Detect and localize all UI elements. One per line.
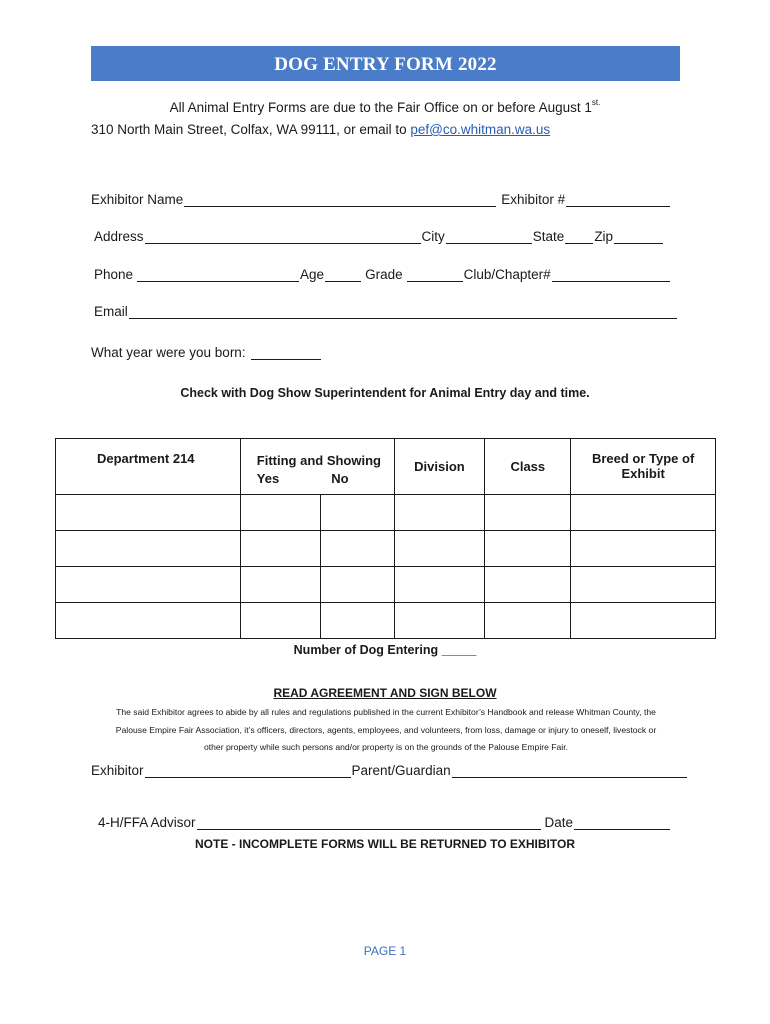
address-row <box>94 229 664 244</box>
division-cell[interactable] <box>394 495 485 531</box>
agreement-line: other property while such persons and/or property is on the grounds of the Palouse Empire Fair. <box>203 742 568 752</box>
date-field[interactable] <box>574 817 670 830</box>
grade-field[interactable] <box>407 269 463 282</box>
breed-cell[interactable] <box>571 567 716 603</box>
exhibitor-name-label: Exhibitor Name <box>91 192 184 207</box>
class-header: Class <box>485 439 571 495</box>
club-field[interactable] <box>552 269 670 282</box>
page-number: PAGE 1 <box>363 944 407 958</box>
agreement-line: Palouse Empire Fair Association, it’s officers, directors, agents, employees, and volunteers, from loss, damage or injury to oneself, livestock or <box>115 724 657 735</box>
entry-time-notice: Check with Dog Show Superintendent for Animal Entry day and time. <box>180 386 590 400</box>
age-label: Age <box>300 267 325 282</box>
email-field[interactable] <box>129 306 677 319</box>
state-label: State <box>532 229 565 244</box>
birth-year-label: What year were you born: <box>91 345 246 360</box>
dog-count-label: Number of Dog Entering _____ <box>293 643 477 657</box>
table-row <box>56 567 716 603</box>
breed-cell[interactable] <box>571 603 716 639</box>
office-address <box>91 122 550 137</box>
exhibitor-signature-label: Exhibitor <box>91 763 144 778</box>
email-link[interactable]: pef@co.whitman.wa.us <box>410 122 551 137</box>
department-cell[interactable] <box>56 603 241 639</box>
date-label: Date <box>544 815 574 830</box>
email-label: Email <box>94 304 128 319</box>
exhibitor-number-field[interactable] <box>566 194 670 207</box>
phone-field[interactable] <box>137 269 299 282</box>
due-date-text: All Animal Entry Forms are due to the Fair Office on or before August 1 <box>169 100 592 115</box>
no-cell[interactable] <box>320 567 394 603</box>
yes-label: Yes <box>256 471 280 486</box>
breed-header-line1: Breed or Type of <box>591 451 695 466</box>
department-header: Department 214 <box>56 439 241 495</box>
city-label: City <box>421 229 445 244</box>
division-cell[interactable] <box>394 603 485 639</box>
fitting-showing-header <box>240 439 394 495</box>
division-cell[interactable] <box>394 531 485 567</box>
parent-signature-field[interactable] <box>452 765 687 778</box>
birth-year-row <box>91 345 322 360</box>
advisor-row <box>98 815 671 830</box>
advisor-signature-label: 4-H/FFA Advisor <box>98 815 196 830</box>
yes-cell[interactable] <box>240 603 320 639</box>
exhibitor-signature-field[interactable] <box>145 765 351 778</box>
state-field[interactable] <box>565 231 593 244</box>
agreement-text <box>90 704 682 757</box>
breed-header-line2: Exhibit <box>621 466 665 481</box>
address-label: Address <box>94 229 144 244</box>
yes-cell[interactable] <box>240 495 320 531</box>
phone-label: Phone <box>94 267 134 282</box>
fitting-showing-label: Fitting and Showing <box>256 453 381 468</box>
form-title: DOG ENTRY FORM 2022 <box>91 46 680 81</box>
department-cell[interactable] <box>56 567 241 603</box>
zip-label: Zip <box>594 229 614 244</box>
department-cell[interactable] <box>56 531 241 567</box>
table-header-row <box>56 439 716 495</box>
phone-row <box>94 267 671 282</box>
birth-year-field[interactable] <box>251 347 321 360</box>
address-field[interactable] <box>145 231 421 244</box>
table-row <box>56 603 716 639</box>
signature-row <box>91 763 688 778</box>
club-label: Club/Chapter# <box>463 267 551 282</box>
table-row <box>56 531 716 567</box>
due-date-notice <box>0 100 770 115</box>
division-header: Division <box>394 439 485 495</box>
no-cell[interactable] <box>320 495 394 531</box>
yes-cell[interactable] <box>240 531 320 567</box>
exhibitor-name-field[interactable] <box>184 194 496 207</box>
entry-table <box>55 438 716 639</box>
city-field[interactable] <box>446 231 532 244</box>
exhibitor-name-row <box>91 192 671 207</box>
exhibitor-number-label: Exhibitor # <box>501 192 566 207</box>
class-cell[interactable] <box>485 567 571 603</box>
no-cell[interactable] <box>320 531 394 567</box>
department-cell[interactable] <box>56 495 241 531</box>
grade-label: Grade <box>365 267 403 282</box>
agreement-heading: READ AGREEMENT AND SIGN BELOW <box>273 686 497 700</box>
no-cell[interactable] <box>320 603 394 639</box>
office-address-text: 310 North Main Street, Colfax, WA 99111, or email to <box>91 122 411 137</box>
class-cell[interactable] <box>485 603 571 639</box>
age-field[interactable] <box>325 269 361 282</box>
incomplete-forms-note: NOTE - INCOMPLETE FORMS WILL BE RETURNED TO EXHIBITOR <box>194 837 575 851</box>
email-row <box>94 304 678 319</box>
class-cell[interactable] <box>485 531 571 567</box>
parent-signature-label: Parent/Guardian <box>351 763 451 778</box>
no-label: No <box>331 471 349 486</box>
advisor-signature-field[interactable] <box>197 817 541 830</box>
division-cell[interactable] <box>394 567 485 603</box>
zip-field[interactable] <box>614 231 663 244</box>
due-date-suffix: st. <box>591 98 601 107</box>
breed-cell[interactable] <box>571 531 716 567</box>
breed-cell[interactable] <box>571 495 716 531</box>
agreement-line: The said Exhibitor agrees to abide by all rules and regulations published in the current Exhibitor’s Handbook and release Whitman County, the <box>116 707 656 717</box>
class-cell[interactable] <box>485 495 571 531</box>
breed-header <box>571 439 716 495</box>
yes-cell[interactable] <box>240 567 320 603</box>
table-row <box>56 495 716 531</box>
